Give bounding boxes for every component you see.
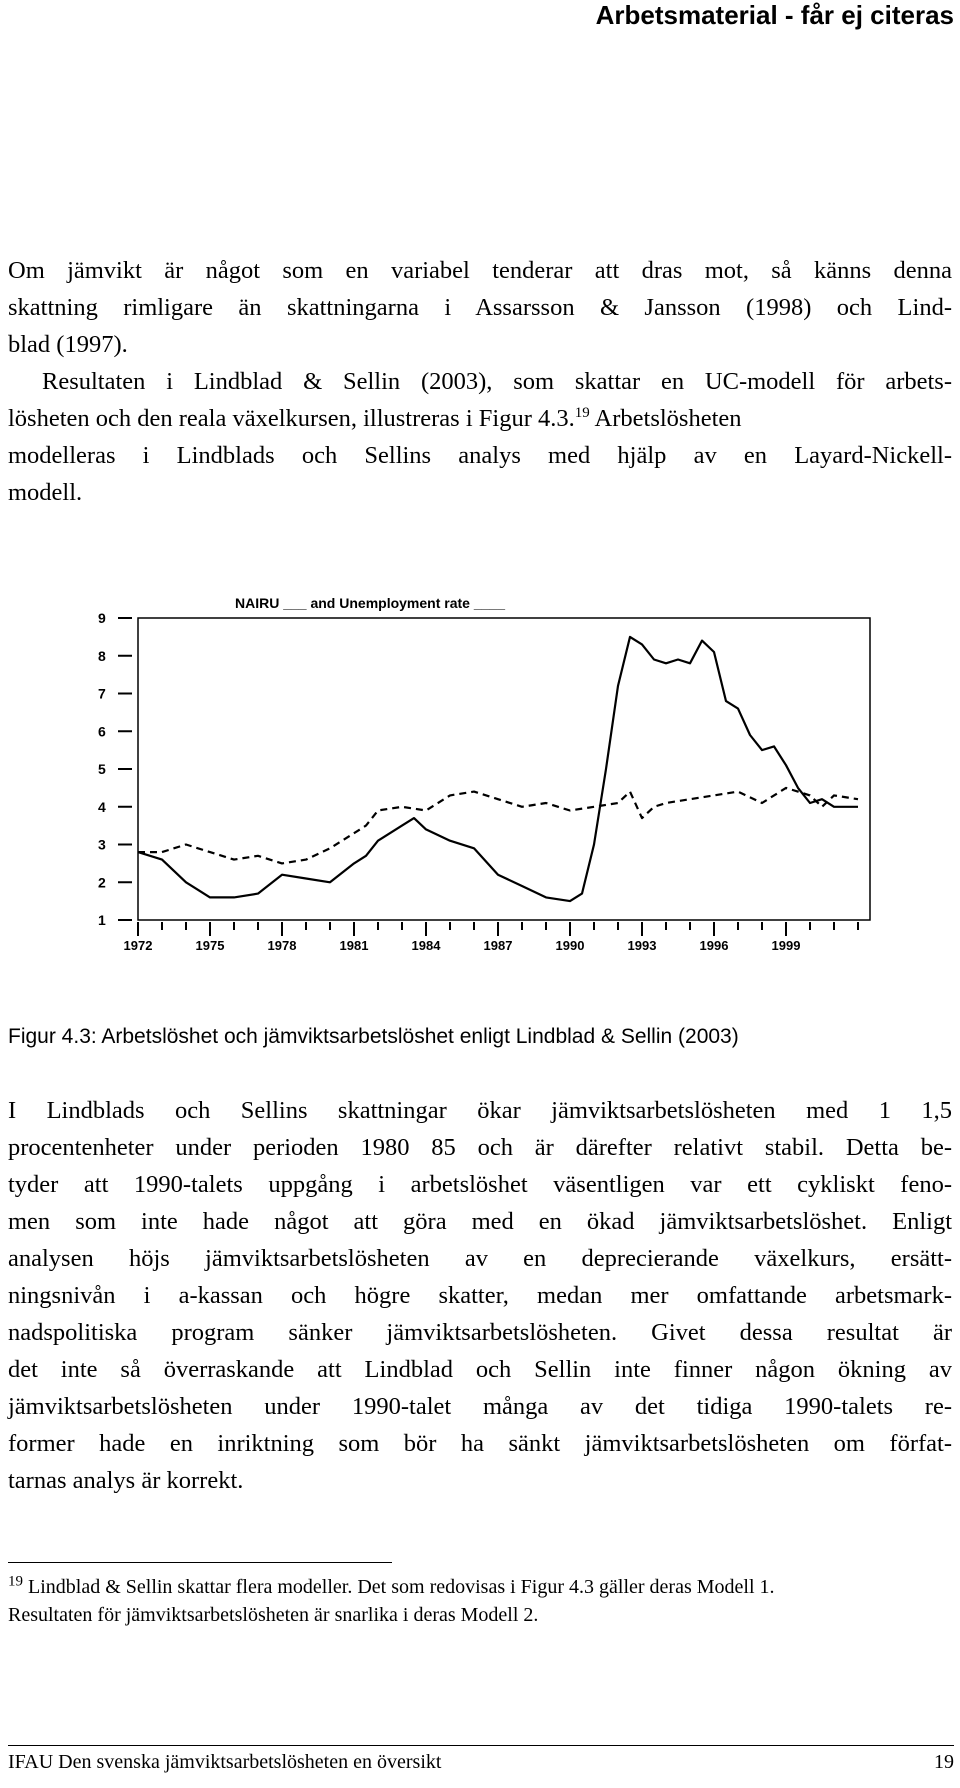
x-tick-label: 1981 bbox=[339, 938, 369, 953]
text-line: tyder att 1990-talets uppgång i arbetslöshet väsentligen var ett cykliskt feno- bbox=[8, 1171, 952, 1198]
y-tick-label: 6 bbox=[98, 723, 106, 740]
text-line: blad (1997). bbox=[8, 331, 128, 358]
text-line: nadspolitiska program sänker jämviktsarbetslösheten. Givet dessa resultat är bbox=[8, 1319, 952, 1346]
chart-title: NAIRU ___ and Unemployment rate ____ bbox=[235, 595, 505, 611]
text-line: skattning rimligare än skattningarna i Assarsson & Jansson (1998) och Lind- bbox=[8, 294, 952, 321]
y-tick-label: 7 bbox=[98, 685, 106, 702]
figure-caption: Figur 4.3: Arbetslöshet och jämviktsarbetslöshet enligt Lindblad & Sellin (2003) bbox=[8, 1025, 739, 1048]
y-tick-label: 4 bbox=[98, 798, 106, 815]
series-line-nairu bbox=[138, 788, 858, 864]
line-chart bbox=[60, 590, 875, 990]
x-tick-label: 1996 bbox=[699, 938, 729, 953]
x-tick-label: 1987 bbox=[483, 938, 513, 953]
footnote-ref[interactable]: 19 bbox=[574, 404, 590, 421]
plot-frame bbox=[138, 618, 870, 920]
paragraph-main bbox=[8, 1092, 952, 1499]
x-tick-label: 1978 bbox=[267, 938, 297, 953]
text-line: Resultaten i Lindblad & Sellin (2003), som skattar en UC-modell för arbets- bbox=[42, 368, 952, 395]
figure-chart bbox=[60, 590, 875, 990]
y-tick-label: 9 bbox=[98, 610, 106, 626]
footnote-line: $^{19}$ Lindblad & Sellin skattar flera modeller. Det som redovisas i Figur 4.3 gäller deras Modell 1. bbox=[8, 1573, 775, 1598]
paragraph-intro bbox=[8, 252, 952, 511]
x-tick-label: 1975 bbox=[195, 938, 225, 953]
text-line: tarnas analys är korrekt. bbox=[8, 1467, 244, 1494]
text-line: det inte så överraskande att Lindblad och Sellin inte finner någon ökning av bbox=[8, 1356, 952, 1383]
text-line: lösheten och den reala växelkursen, illustreras i Figur 4.3.19 Arbetslösheten bbox=[8, 404, 742, 432]
page-footer bbox=[8, 1751, 954, 1774]
page-header: Arbetsmaterial - får ej citeras bbox=[595, 0, 954, 30]
text-line: procentenheter under perioden 1980 85 och är därefter relativt stabil. Detta be- bbox=[8, 1134, 952, 1161]
footnote-number: 19 bbox=[8, 1573, 23, 1590]
text-line: jämviktsarbetslösheten under 1990-talet många av det tidiga 1990-talets re- bbox=[8, 1393, 952, 1420]
text-line: former hade en inriktning som bör ha sänkt jämviktsarbetslösheten om förfat- bbox=[8, 1430, 952, 1457]
x-tick-label: 1999 bbox=[771, 938, 801, 953]
y-tick-label: 1 bbox=[98, 912, 106, 928]
x-tick-label: 1972 bbox=[123, 938, 153, 953]
text-line: ningsnivån i a-kassan och högre skatter, medan mer omfattande arbetsmark- bbox=[8, 1282, 952, 1309]
series-line-unemployment bbox=[138, 637, 858, 901]
footnote-line: Resultaten för jämviktsarbetslösheten är snarlika i deras Modell 2. bbox=[8, 1604, 539, 1626]
y-tick-label: 8 bbox=[98, 647, 106, 664]
text-line: I Lindblads och Sellins skattningar ökar jämviktsarbetslösheten med 1 1,5 bbox=[8, 1097, 952, 1124]
footnote bbox=[8, 1573, 952, 1629]
text-line: analysen höjs jämviktsarbetslösheten av en deprecierande växelkurs, ersätt- bbox=[8, 1245, 952, 1272]
page-footer-rule bbox=[8, 1745, 954, 1746]
text-line: modell. bbox=[8, 479, 83, 506]
footer-title: IFAU Den svenska jämviktsarbetslösheten en översikt bbox=[8, 1751, 442, 1773]
y-tick-label: 3 bbox=[98, 836, 106, 853]
text-line: men som inte hade något att göra med en ökad jämviktsarbetslöshet. Enligt bbox=[8, 1208, 952, 1235]
x-tick-label: 1990 bbox=[555, 938, 585, 953]
x-tick-label: 1993 bbox=[627, 938, 657, 953]
x-tick-label: 1984 bbox=[411, 938, 441, 953]
text-line: modelleras i Lindblads och Sellins analys med hjälp av en Layard-Nickell- bbox=[8, 442, 952, 469]
text-line: Om jämvikt är något som en variabel tenderar att dras mot, så känns denna bbox=[8, 257, 952, 284]
y-tick-label: 5 bbox=[98, 761, 106, 777]
page-number: 19 bbox=[934, 1751, 954, 1773]
footnote-divider bbox=[8, 1562, 392, 1563]
y-tick-label: 2 bbox=[98, 874, 106, 891]
